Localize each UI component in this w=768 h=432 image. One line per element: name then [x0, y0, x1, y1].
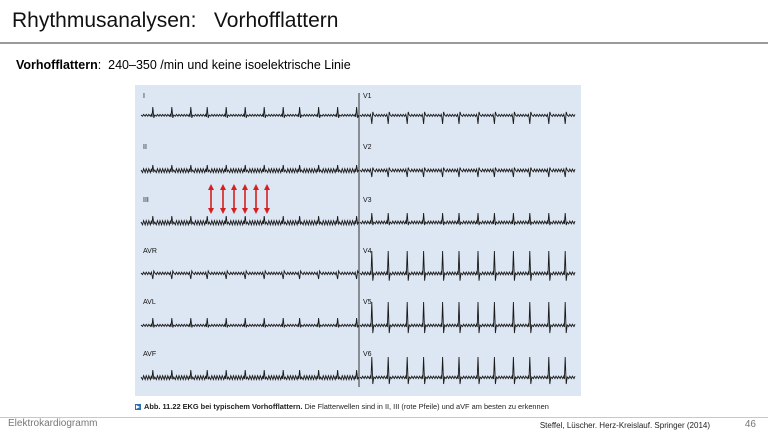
ecg-trace-ii [141, 165, 359, 173]
title-divider [0, 42, 768, 44]
flutter-arrow-icon [231, 184, 237, 214]
lead-label-v6: V6 [363, 351, 372, 358]
slide-subtitle [16, 58, 351, 72]
ecg-trace-v1 [360, 112, 575, 124]
figure-caption [135, 402, 595, 411]
ecg-trace-v6 [360, 357, 575, 384]
ecg-trace-avf [141, 370, 359, 380]
lead-label-avr: AVR [143, 248, 157, 255]
ecg-trace-avr [141, 271, 359, 279]
ecg-trace-v4 [360, 251, 575, 281]
footer-divider [0, 417, 768, 418]
caption-play-icon [135, 404, 141, 410]
lead-label-v2: V2 [363, 144, 372, 151]
lead-label-avf: AVF [143, 351, 157, 358]
flutter-arrow-icon [208, 184, 214, 214]
page-number: 46 [744, 419, 756, 430]
footer-topic: Elektrokardiogramm [8, 418, 98, 429]
flutter-arrow-icon [242, 184, 248, 214]
ecg-traces [135, 85, 581, 396]
footer-source: Steffel, Lüscher. Herz-Kreislauf. Springer (2014) [539, 421, 710, 430]
caption-label: Abb. 11.22 EKG bei typischem Vorhofflattern. [144, 402, 303, 411]
ecg-trace-i [141, 107, 359, 118]
ecg-trace-v3 [360, 213, 575, 225]
flutter-arrow-icon [253, 184, 259, 214]
lead-label-v3: V3 [363, 197, 372, 204]
lead-label-iii: III [143, 197, 149, 204]
ecg-figure [135, 85, 581, 396]
flutter-arrow-icon [264, 184, 270, 214]
ecg-trace-v2 [360, 168, 575, 177]
subtitle-definition: : 240–350 /min und keine isoelektrische Linie [97, 58, 351, 72]
lead-label-v4: V4 [363, 248, 372, 255]
lead-label-v5: V5 [363, 299, 372, 306]
ecg-trace-iii [141, 216, 359, 225]
slide-title: Rhythmusanalysen: Vorhofflattern [12, 9, 339, 32]
flutter-arrow-icon [220, 184, 226, 214]
subtitle-term: Vorhofflattern [16, 58, 98, 72]
lead-label-ii: II [143, 144, 147, 151]
ecg-trace-v5 [360, 302, 575, 333]
lead-label-v1: V1 [363, 93, 372, 100]
ecg-trace-avl [141, 318, 359, 327]
lead-label-avl: AVL [143, 299, 156, 306]
lead-label-i: I [143, 93, 145, 100]
caption-text: Die Flatterwellen sind in II, III (rote Pfeile) und aVF am besten zu erkennen [302, 402, 549, 411]
